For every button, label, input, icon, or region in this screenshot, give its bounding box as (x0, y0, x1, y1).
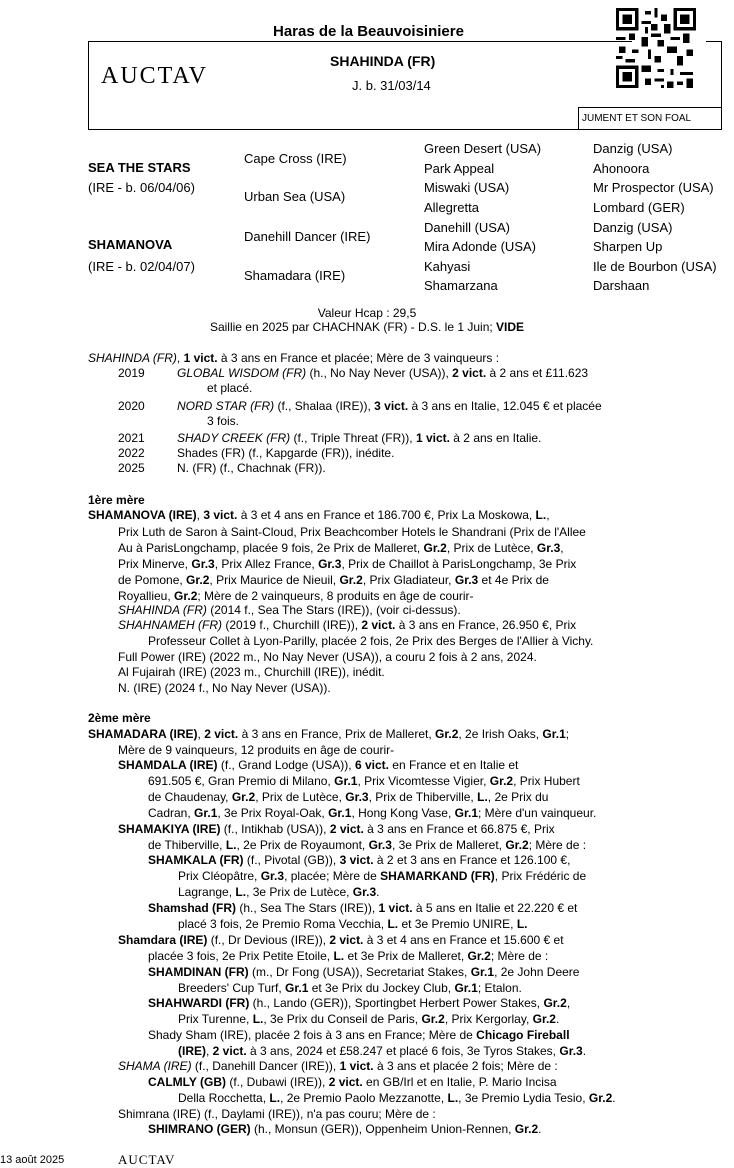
catalogue-line: Prix Turenne, L., 3e Prix du Conseil de Paris, Gr.2, Prix Kergorlay, Gr.2. (178, 1012, 560, 1026)
catalogue-line: 3 fois. (207, 414, 240, 428)
catalogue-line: SHAMAKIYA (IRE) (f., Intikhab (USA)), 2 vict. à 3 ans en France et 66.875 €, Prix (118, 822, 555, 836)
category-label: JUMENT ET SON FOAL (582, 113, 692, 124)
catalogue-line: SHAMA (IRE) (f., Danehill Dancer (IRE)), 1 vict. à 3 ans et placée 2 fois; Mère de : (118, 1059, 558, 1073)
catalogue-line: CALMLY (GB) (f., Dubawi (IRE)), 2 vict. en GB/Irl et en Italie, P. Mario Incisa (148, 1075, 557, 1089)
gen4-2: Ahonoora (593, 161, 650, 176)
catalogue-line: de Thiberville, L., 2e Prix de Royaumont, Gr.3, 3e Prix de Malleret, Gr.2; Mère de : (148, 838, 587, 852)
catalogue-line: Full Power (IRE) (2022 m., No Nay Never (USA)), a couru 2 fois à 2 ans, 2024. (118, 650, 537, 664)
catalogue-line: Shamdara (IRE) (f., Dr Devious (IRE)), 2 vict. à 3 et 4 ans en France et 15.600 € et (118, 933, 564, 947)
footer-date: 13 août 2025 (0, 1154, 65, 1166)
catalogue-line: Shady Sham (IRE), placée 2 fois à 3 ans en France; Mère de Chicago Fireball (148, 1028, 570, 1042)
catalogue-line: Prix Cléopâtre, Gr.3, placée; Mère de SHAMARKAND (FR), Prix Frédéric de (178, 869, 587, 883)
catalogue-line: GLOBAL WISDOM (FR) (h., No Nay Never (USA)), 2 vict. à 2 ans et £11.623 (177, 366, 589, 380)
catalogue-line: 2021 (118, 431, 145, 445)
rating: Valeur Hcap : 29,5 (317, 306, 417, 320)
horse-name: SHAHINDA (FR) (330, 53, 436, 69)
catalogue-line: 2020 (118, 399, 145, 413)
catalogue-line: NORD STAR (FR) (f., Shalaa (IRE)), 3 vict. à 3 ans en Italie, 12.045 € et placée (177, 399, 602, 413)
gen3-4: Allegretta (424, 200, 479, 215)
catalogue-line: Mère de 9 vainqueurs, 12 produits en âge de courir- (118, 743, 395, 757)
catalogue-line: SHIMRANO (GER) (h., Monsun (GER)), Oppenheim Union-Rennen, Gr.2. (148, 1122, 542, 1136)
catalogue-line: Shamshad (FR) (h., Sea The Stars (IRE)), 1 vict. à 5 ans en Italie et 22.220 € et (148, 901, 578, 915)
gen3-8: Shamarzana (424, 278, 498, 293)
covered-result: VIDE (496, 320, 525, 334)
gen2-1: Cape Cross (IRE) (244, 151, 347, 166)
sire-info: (IRE - b. 06/04/06) (88, 180, 195, 195)
sire-name: SEA THE STARS (88, 160, 191, 175)
gen4-7: Ile de Bourbon (USA) (593, 259, 717, 274)
gen4-1: Danzig (USA) (593, 141, 673, 156)
catalogue-line: SHAMKALA (FR) (f., Pivotal (GB)), 3 vict. à 2 et 3 ans en France et 126.100 €, (148, 853, 571, 867)
catalogue-line: 2025 (118, 461, 145, 475)
catalogue-line: Lagrange, L., 3e Prix de Lutèce, Gr.3. (178, 885, 380, 899)
gen4-8: Darshaan (593, 278, 650, 293)
catalogue-line: 2019 (118, 366, 145, 380)
catalogue-line: SHADY CREEK (FR) (f., Triple Threat (FR)), 1 vict. à 2 ans en Italie. (177, 431, 542, 445)
catalogue-line: de Chaudenay, Gr.2, Prix de Lutèce, Gr.3, Prix de Thiberville, L., 2e Prix du (148, 790, 549, 804)
header-divider (88, 41, 632, 42)
header-right-tick (706, 41, 722, 42)
covered-text: Saillie en 2025 par CHACHNAK (FR) - D.S. le 1 Juin; (209, 320, 497, 334)
catalogue-line: 1ère mère (88, 493, 145, 507)
catalogue-line: Prix Luth de Saron à Saint-Cloud, Prix Beachcomber Hotels le Shandrani (Prix de l'Allee (118, 525, 586, 539)
gen2-4: Shamadara (IRE) (244, 268, 346, 283)
gen3-5: Danehill (USA) (424, 220, 510, 235)
catalogue-line: (IRE), 2 vict. à 3 ans, 2024 et £58.247 et placé 6 fois, 3e Tyros Stakes, Gr.3. (178, 1044, 587, 1058)
catalogue-line: placée 3 fois, 2e Prix Petite Etoile, L. et 3e Prix de Malleret, Gr.2; Mère de : (148, 949, 549, 963)
catalogue-line: Au à ParisLongchamp, placée 9 fois, 2e Prix de Malleret, Gr.2, Prix de Lutèce, Gr.3, (118, 541, 564, 555)
catalogue-line: placé 3 fois, 2e Premio Roma Vecchia, L. et 3e Premio UNIRE, L. (178, 917, 528, 931)
catalogue-line: Royallieu, Gr.2; Mère de 2 vainqueurs, 8 produits en âge de courir- (118, 589, 474, 603)
catalogue-line: et placé. (207, 381, 253, 395)
catalogue-line: Cadran, Gr.1, 3e Prix Royal-Oak, Gr.1, Hong Kong Vase, Gr.1; Mère d'un vainqueur. (148, 806, 597, 820)
catalogue-line: Breeders' Cup Turf, Gr.1 et 3e Prix du Jockey Club, Gr.1; Etalon. (178, 981, 522, 995)
catalogue-line: SHAMADARA (IRE), 2 vict. à 3 ans en France, Prix de Malleret, Gr.2, 2e Irish Oaks, Gr.1; (88, 727, 570, 741)
catalogue-line: SHAHWARDI (FR) (h., Lando (GER)), Sportingbet Herbert Power Stakes, Gr.2, (148, 996, 571, 1010)
gen3-3: Miswaki (USA) (424, 180, 510, 195)
catalogue-line: Al Fujairah (IRE) (2023 m., Churchill (IRE)), inédit. (118, 665, 385, 679)
category-divider (578, 107, 722, 108)
catalogue-line: 691.505 €, Gran Premio di Milano, Gr.1, Prix Vicomtesse Vigier, Gr.2, Prix Hubert (148, 774, 580, 788)
gen3-7: Kahyasi (424, 259, 471, 274)
stud-name: Haras de la Beauvoisiniere (273, 23, 464, 40)
covered-line (0, 320, 734, 334)
catalogue-line: Shimrana (IRE) (f., Daylami (IRE)), n'a pas couru; Mère de : (118, 1107, 436, 1121)
catalogue-line: Shades (FR) (f., Kapgarde (FR)), inédite. (177, 446, 395, 460)
dam-info: (IRE - b. 02/04/07) (88, 259, 195, 274)
gen2-3: Danehill Dancer (IRE) (244, 229, 371, 244)
catalogue-line: SHAHINDA (FR), 1 vict. à 3 ans en France et placée; Mère de 3 vainqueurs : (88, 351, 500, 365)
qr-code-icon (616, 8, 696, 88)
header-right-border (721, 41, 722, 130)
gen4-4: Lombard (GER) (593, 200, 685, 215)
catalogue-line: SHAMANOVA (IRE), 3 vict. à 3 et 4 ans en France et 186.700 €, Prix La Moskowa, L., (88, 508, 550, 522)
category-divider-v (578, 107, 579, 129)
catalogue-line: SHAHNAMEH (FR) (2019 f., Churchill (IRE)), 2 vict. à 3 ans en France, 26.950 €, Prix (118, 618, 577, 632)
dam-name: SHAMANOVA (88, 237, 173, 252)
header-left-border (88, 41, 89, 130)
gen3-1: Green Desert (USA) (424, 141, 542, 156)
catalogue-line: Della Rocchetta, L., 2e Premio Paolo Mezzanotte, L., 3e Premio Lydia Tesio, Gr.2. (178, 1091, 616, 1105)
gen4-5: Danzig (USA) (593, 220, 673, 235)
catalogue-line: SHAHINDA (FR) (2014 f., Sea The Stars (IRE)), (voir ci-dessus). (118, 603, 461, 617)
catalogue-line: de Pomone, Gr.2, Prix Maurice de Nieuil, Gr.2, Prix Gladiateur, Gr.3 et 4e Prix de (118, 573, 549, 587)
gen4-6: Sharpen Up (593, 239, 663, 254)
gen3-2: Park Appeal (424, 161, 495, 176)
header-bottom-border (88, 129, 722, 130)
catalogue-line: Prix Minerve, Gr.3, Prix Allez France, Gr.3, Prix de Chaillot à ParisLongchamp, 3e Prix (118, 557, 577, 571)
catalogue-line: SHAMDINAN (FR) (m., Dr Fong (USA)), Secretariat Stakes, Gr.1, 2e John Deere (148, 965, 580, 979)
horse-details: J. b. 31/03/14 (352, 78, 431, 93)
catalogue-line: 2ème mère (88, 711, 151, 725)
gen4-3: Mr Prospector (USA) (593, 180, 714, 195)
catalogue-line: 2022 (118, 446, 145, 460)
catalogue-line: N. (IRE) (2024 f., No Nay Never (USA)). (118, 681, 331, 695)
gen3-6: Mira Adonde (USA) (424, 239, 536, 254)
footer-logo: AUCTAV (118, 1152, 176, 1167)
catalogue-line: Professeur Collet à Lyon-Parilly, placée 2 fois, 2e Prix des Berges de l'Allier à Vichy. (148, 634, 594, 648)
gen2-2: Urban Sea (USA) (244, 189, 346, 204)
catalogue-line: SHAMDALA (IRE) (f., Grand Lodge (USA)), 6 vict. en France et en Italie et (118, 758, 519, 772)
catalogue-line: N. (FR) (f., Chachnak (FR)). (177, 461, 326, 475)
auctav-logo: AUCTAV (101, 63, 208, 89)
